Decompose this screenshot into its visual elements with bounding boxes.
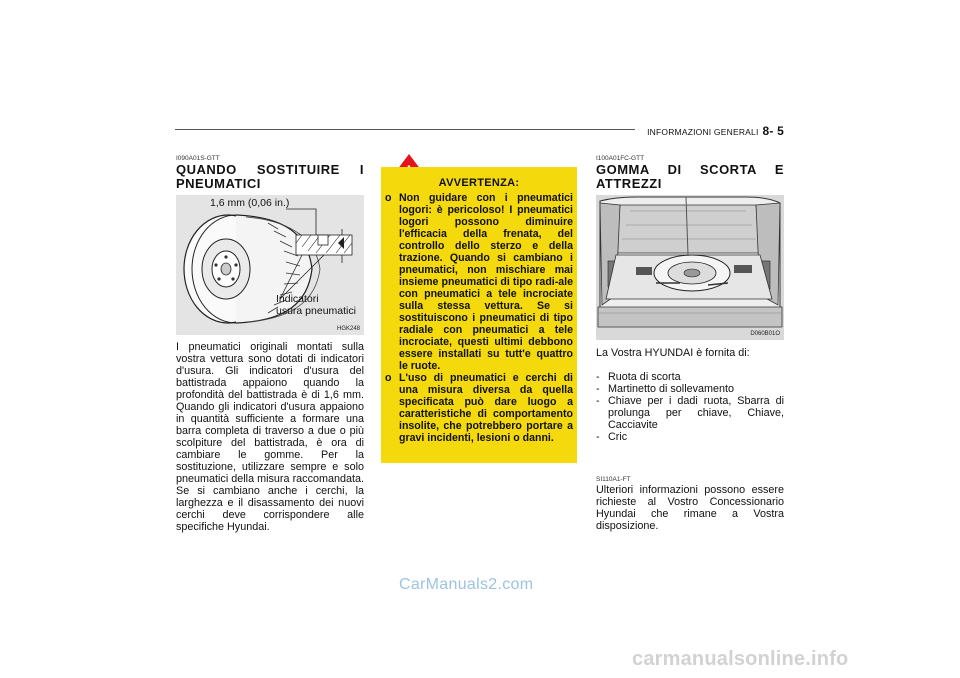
warning-title: AVVERTENZA: <box>438 177 520 189</box>
bullet: o <box>385 372 392 384</box>
dash: - <box>596 431 600 443</box>
tyre-wear-figure <box>176 195 364 335</box>
title-line: QUANDO SOSTITUIRE I <box>176 162 364 177</box>
bullet: o <box>385 192 392 204</box>
figure-code: HGK248 <box>336 326 360 332</box>
warning-item-text: L'uso di pneumatici e cerchi di una misura diversa da quella specificata può dare luogo a caratteristiche di comportamento insolite, che potrebbero portare a gravi incidenti, lesioni o danni. <box>399 372 573 444</box>
list-item-text: Chiave per i dadi ruota, Sbarra di prolunga per chiave, Chiave, Cacciavite <box>608 395 784 431</box>
list-item-text: Ruota di scorta <box>608 371 681 383</box>
dash: - <box>596 395 600 407</box>
equipment-intro: La Vostra HYUNDAI è fornita di: <box>596 347 750 359</box>
warning-box <box>381 167 577 463</box>
section-title-spare <box>596 163 784 191</box>
wear-indicator-label <box>276 293 356 317</box>
page-header <box>647 124 784 138</box>
list-item-text: Martinetto di sollevamento <box>608 383 735 395</box>
header-rule <box>175 129 635 130</box>
list-item <box>596 371 784 383</box>
warning-list <box>385 192 573 444</box>
list-item <box>596 395 784 431</box>
warning-item-text: Non guidare con i pneumatici logori: è pericoloso! I pneumatici logori possono diminuire l'efficacia della frenata, del controllo dello sterzo e della trazione. Quando si cambiano i pneumatici, non mischiare mai insieme pneumatici di tipo radi-ale con pneumatici a tele incrociate sulla stessa vettura. Se si sostituiscono i pneumatici di tipo radiale con pneumatici a tele incrociate, questi ultimi debbono essere installati su tutt'e quattro le ruote. <box>399 192 573 372</box>
section-code: SI110A1-FT <box>596 476 631 483</box>
warning-item <box>385 192 573 372</box>
section-title-tyres <box>176 163 364 191</box>
carmanualsonline-watermark[interactable]: carmanualsonline.info <box>632 648 849 670</box>
equipment-list <box>596 371 784 443</box>
page-number: 8- 5 <box>762 124 784 138</box>
dealer-info-text: Ulteriori informazioni possono essere richieste al Vostro Concessionario Hyundai che rimane a Vostra disposizione. <box>596 484 784 532</box>
dash: - <box>596 383 600 395</box>
dash: - <box>596 371 600 383</box>
section-title: INFORMAZIONI GENERALI <box>647 127 759 137</box>
list-item <box>596 431 784 443</box>
wear-indicator-label-line: Indicatori <box>276 293 319 305</box>
title-line: PNEUMATICI <box>176 176 261 191</box>
wear-indicator-label-line: usura pneumatici <box>276 305 356 317</box>
cargo-area-illustration <box>596 195 784 340</box>
list-item <box>596 383 784 395</box>
section-code: I100A01FC-GTT <box>596 155 645 162</box>
list-item-text: Cric <box>608 431 628 443</box>
spare-wheel-figure <box>596 195 784 340</box>
carmanuals-watermark[interactable]: CarManuals2.com <box>399 576 534 593</box>
wear-depth-label: 1,6 mm (0,06 in.) <box>210 197 290 209</box>
warning-item <box>385 372 573 444</box>
title-line: ATTREZZI <box>596 176 662 191</box>
tyre-replacement-text: I pneumatici originali montati sulla vostra vettura sono dotati di indicatori d'usura. Gli indicatori d'usura del battistrada appaiono quando la profondità del battistrada è di 1,6 mm. Quando gli indicatori d'usura appaiono in quantità sufficiente a formare una barra completa di traverso a due o più scolpiture del battistrada, è ora di cambiare le gomme. Per la sostituzione, utilizzare sempre e solo pneumatici della misura raccomandata. Se si cambiano anche i cerchi, la larghezza e il disassamento dei nuovi cerchi deve corrispondere alle specifiche Hyundai. <box>176 341 364 533</box>
title-line: GOMMA DI SCORTA E <box>596 162 784 177</box>
figure-code: D060B01O <box>750 331 780 337</box>
section-code: I090A01S-GTT <box>176 155 220 162</box>
